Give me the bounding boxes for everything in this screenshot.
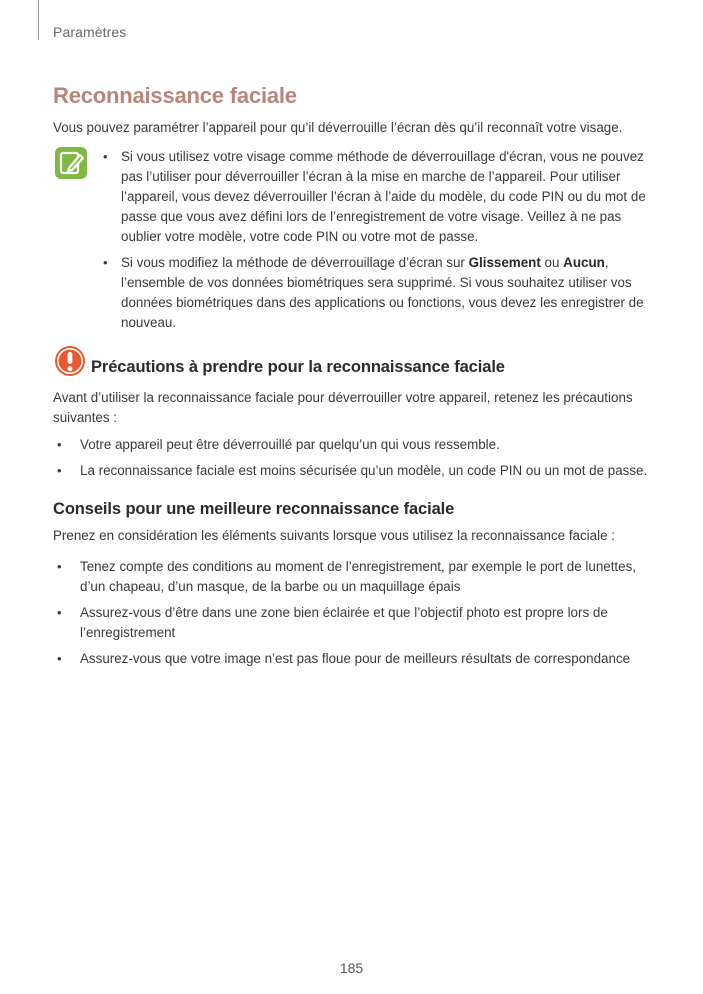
tips-list xyxy=(53,557,653,675)
note-item-text-middle: ou xyxy=(540,255,564,270)
bullet: • xyxy=(57,605,62,620)
bullet: • xyxy=(57,651,62,666)
bullet: • xyxy=(57,463,62,478)
note-item xyxy=(103,147,648,247)
list-item-text: La reconnaissance faciale est moins sécurisée qu’un modèle, un code PIN ou un mot de passe. xyxy=(80,463,648,478)
bullet: • xyxy=(103,255,108,270)
list-item-text: Votre appareil peut être déverrouillé par quelqu’un qui vous ressemble. xyxy=(80,437,500,452)
caution-heading: Précautions à prendre pour la reconnaissance faciale xyxy=(91,358,505,376)
list-item xyxy=(53,557,653,597)
list-item-text: Assurez-vous d’être dans une zone bien éclairée et que l’objectif photo est propre lors de l’enregistrement xyxy=(80,605,608,640)
tips-intro: Prenez en considération les éléments suivants lorsque vous utilisez la reconnaissance faciale : xyxy=(53,528,615,543)
caution-list xyxy=(53,435,653,487)
list-item xyxy=(53,435,653,455)
bullet: • xyxy=(57,437,62,452)
note-item-text-suffix: , l’ensemble de vos données biométriques sera supprimé. Si vous souhaitez utiliser vos données biométriques dans des applications ou fonctions, vous devez les enregistrer de nouveau. xyxy=(121,255,644,330)
bullet: • xyxy=(103,149,108,164)
note-item xyxy=(103,253,648,333)
list-item-text: Assurez-vous que votre image n’est pas floue pour de meilleurs résultats de correspondance xyxy=(80,651,631,666)
list-item-text: Tenez compte des conditions au moment de l’enregistrement, par exemple le port de lunettes, d’un chapeau, d’un masque, de la barbe ou un maquillage épais xyxy=(80,559,637,594)
header-section-title: Paramètres xyxy=(53,24,127,40)
option-aucun: Aucun xyxy=(563,255,605,270)
caution-intro: Avant d’utiliser la reconnaissance faciale pour déverrouiller votre appareil, retenez les précautions suivantes : xyxy=(53,390,633,425)
option-glissement: Glissement xyxy=(468,255,541,270)
note-list xyxy=(103,147,648,339)
note-pencil-icon xyxy=(55,147,87,179)
note-item-text: Si vous utilisez votre visage comme méthode de déverrouillage d'écran, vous ne pouvez pas l’utiliser pour déverrouiller l’écran à la mise en marche de l’appareil. Pour utiliser l’appareil, vous devez déverrouiller l’écran à l’aide du modèle, du code PIN ou du mot de passe que vous avez défini lors de l’enregistrement de votre visage. Veillez à ne pas oublier votre modèle, votre code PIN ou votre mot de passe. xyxy=(121,149,646,244)
page-title: Reconnaissance faciale xyxy=(53,83,297,108)
note-item-text-prefix: Si vous modifiez la méthode de déverrouillage d’écran sur xyxy=(121,255,469,270)
page-number: 185 xyxy=(339,960,364,976)
bullet: • xyxy=(57,559,62,574)
intro-paragraph: Vous pouvez paramétrer l’appareil pour qu’il déverrouille l’écran dès qu’il reconnaît votre visage. xyxy=(53,120,623,135)
list-item xyxy=(53,603,653,643)
tips-heading: Conseils pour une meilleure reconnaissance faciale xyxy=(53,500,455,518)
header-divider xyxy=(38,0,39,40)
list-item xyxy=(53,649,653,669)
caution-exclamation-icon xyxy=(54,345,86,377)
list-item xyxy=(53,461,653,481)
